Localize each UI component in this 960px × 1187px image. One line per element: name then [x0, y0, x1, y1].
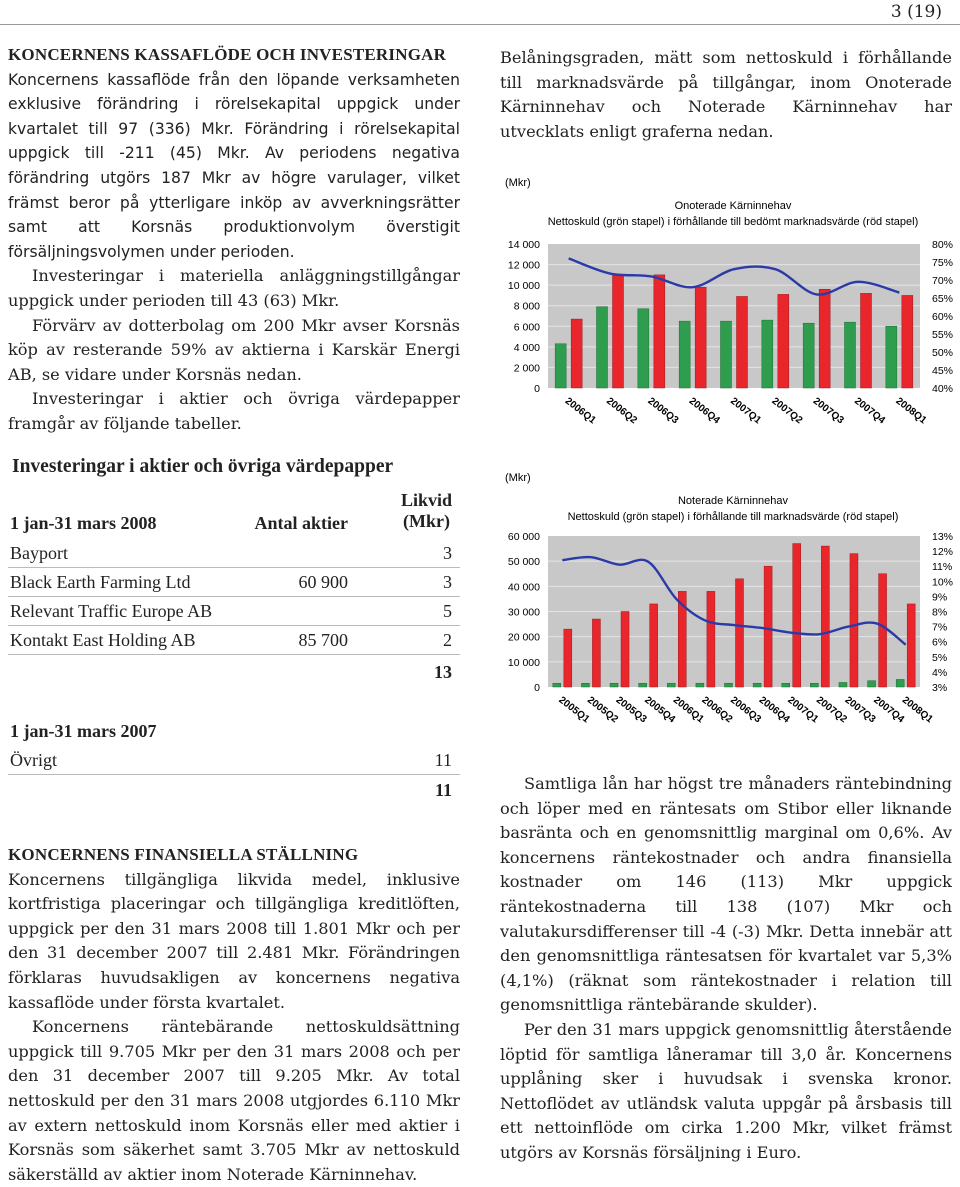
period-2007: 1 jan-31 mars 2007 [10, 721, 157, 741]
unlisted-holdings-chart-svg [500, 170, 960, 440]
leverage-paragraph: Belåningsgraden, mätt som nettoskuld i förhållande till marknadsvärde på tillgångar, inom Onoterade Kärninnehav och Noterade Kärninnehav har utvecklats enligt graferna nedan. [500, 48, 952, 141]
row-name: Relevant Traffic Europe AB [10, 601, 213, 621]
y-tick-label: 14 000 [507, 239, 540, 251]
y2-tick-label: 4% [932, 666, 948, 679]
y2-tick-label: 60% [932, 311, 954, 323]
row-liquid: 3 [443, 543, 452, 563]
page-number: 3 (19) [890, 2, 942, 22]
bar-market-value [793, 544, 801, 687]
y-tick-label: 20 000 [507, 631, 540, 644]
row-liquid: 3 [443, 572, 452, 592]
table-row [8, 539, 460, 568]
bar-net-debt [667, 683, 675, 687]
bar-market-value [592, 619, 600, 687]
x-tick-label: 2007Q2 [769, 395, 805, 427]
table-row [8, 626, 460, 655]
bar-net-debt [839, 682, 847, 687]
col-header-liquid-line2: (Mkr) [402, 511, 450, 531]
x-tick-label: 2006Q2 [604, 395, 639, 427]
y-tick-label: 10 000 [507, 656, 540, 669]
listed-holdings-chart-svg [500, 465, 960, 755]
cashflow-paragraph-1: Koncernens kassaflöde från den löpande verksamheten exklusive förändring i rörelsekapital uppgick under kvartalet till 97 (336) Mkr. Förändring i rörelsekapital uppgick till -211 (45) Mkr. Av periodens negativa förändring utgörs 187 Mkr av högre varulager, vilket främst beror på ytterligare inköp av avverkningsrätter samt att Korsnäs produktionvolym överstigit försäljningsvolymen under perioden. [8, 70, 460, 261]
y-tick-label: 10 000 [507, 280, 540, 293]
table-row [8, 568, 460, 597]
x-tick-label: 2007Q1 [785, 694, 821, 726]
y-tick-label: 0 [534, 383, 540, 395]
y2-tick-label: 55% [932, 329, 954, 341]
bar-market-value [821, 546, 829, 687]
y-tick-label: 40 000 [507, 581, 540, 594]
interest-section [500, 772, 952, 1166]
y-tick-label: 6 000 [513, 321, 540, 334]
bar-net-debt [721, 321, 732, 388]
period-2008: 1 jan-31 mars 2008 [10, 513, 157, 533]
cashflow-section [8, 43, 460, 437]
x-tick-label: 2005Q1 [556, 694, 592, 726]
bar-market-value [907, 604, 915, 687]
y2-tick-label: 10% [932, 576, 954, 589]
x-tick-label: 2005Q4 [642, 694, 678, 726]
y-tick-label: 12 000 [507, 259, 540, 272]
y2-tick-label: 12% [932, 546, 954, 559]
bar-net-debt [597, 307, 608, 388]
y2-tick-label: 50% [932, 347, 954, 359]
financial-position-section [8, 843, 460, 1187]
y2-tick-label: 65% [932, 293, 954, 305]
cashflow-paragraph-3: Förvärv av dotterbolag om 200 Mkr avser Korsnäs köp av resterande 59% av aktierna i Karskär Energi AB, se vidare under Korsnäs nedan. [8, 315, 460, 384]
bar-market-value [902, 295, 913, 388]
chart-title: Onoterade Kärninnehav [674, 200, 792, 212]
bar-market-value [737, 296, 748, 388]
bar-market-value [654, 275, 665, 388]
bar-market-value [764, 566, 772, 687]
x-tick-label: 2007Q1 [728, 395, 763, 427]
bar-net-debt [782, 683, 790, 687]
y2-tick-label: 70% [932, 275, 954, 287]
chart-title: Noterade Kärninnehav [677, 495, 789, 507]
bar-net-debt [610, 683, 618, 687]
bar-market-value [564, 629, 572, 687]
row-name: Övrigt [10, 750, 57, 770]
x-tick-label: 2005Q3 [613, 694, 649, 726]
row-liquid: 11 [434, 750, 452, 770]
bar-net-debt [555, 344, 566, 388]
x-tick-label: 2007Q4 [871, 694, 907, 726]
y2-tick-label: 3% [932, 682, 948, 694]
x-tick-label: 2006Q4 [686, 395, 722, 427]
bar-market-value [819, 289, 830, 388]
y2-tick-label: 13% [932, 531, 954, 543]
table-header-2007 [8, 716, 460, 745]
bar-market-value [879, 574, 887, 687]
x-tick-label: 2008Q1 [893, 395, 929, 427]
bar-net-debt [679, 321, 690, 388]
y-tick-label: 0 [534, 682, 540, 694]
interest-paragraph-2: Per den 31 mars uppgick genomsnittlig återstående löptid för samtliga låneramar till 3,0 år. Koncernens upplåning sker i huvudsak i svenska kronor. Nettoflödet av utländsk valuta uppgår på årsbasis till ett nettoinflöde om cirka 1.200 Mkr, vilket främst utgörs av Korsnäs försäljning i Euro. [500, 1019, 952, 1162]
bar-net-debt [696, 683, 704, 687]
bar-market-value [778, 294, 789, 388]
chart-unit-label: (Mkr) [505, 472, 531, 484]
total-2008: 13 [434, 662, 452, 682]
table-row [8, 597, 460, 626]
x-tick-label: 2006Q2 [699, 694, 735, 726]
bar-net-debt [896, 679, 904, 687]
total-2007: 11 [434, 780, 452, 800]
chart-subtitle: Nettoskuld (grön stapel) i förhållande till bedömt marknadsvärde (röd stapel) [547, 216, 919, 228]
row-liquid: 5 [443, 601, 452, 621]
x-tick-label: 2007Q3 [842, 694, 878, 726]
bar-market-value [621, 612, 629, 688]
bar-net-debt [553, 683, 561, 687]
x-tick-label: 2006Q1 [562, 395, 598, 427]
bar-market-value [850, 554, 858, 687]
chart-subtitle: Nettoskuld (grön stapel) i förhållande till marknadsvärde (röd stapel) [567, 511, 899, 523]
bar-market-value [861, 293, 872, 388]
bar-net-debt [753, 683, 761, 687]
y-tick-label: 2 000 [513, 362, 540, 375]
x-tick-label: 2006Q1 [670, 694, 706, 726]
bar-market-value [571, 319, 582, 388]
x-tick-label: 2006Q3 [645, 395, 681, 427]
financial-paragraph-1: Koncernens tillgängliga likvida medel, inklusive kortfristiga placeringar och tillgängliga kreditlöften, uppgick per den 31 mars 2008 till 1.801 Mkr och per den 31 december 2007 till 2.481 Mkr. Förändringen förklaras huvudsakligen av koncernens negativa kassaflöde under första kvartalet. [8, 869, 460, 1012]
bar-net-debt [803, 323, 814, 388]
y2-tick-label: 45% [932, 365, 954, 377]
y2-tick-label: 40% [932, 383, 954, 395]
bar-net-debt [810, 683, 818, 687]
y2-tick-label: 9% [932, 591, 948, 604]
y-tick-label: 50 000 [507, 556, 540, 569]
bar-market-value [695, 287, 706, 388]
cashflow-paragraph-2: Investeringar i materiella anläggningstillgångar uppgick under perioden till 43 (63) Mkr. [8, 266, 460, 310]
table-header-2008 [8, 508, 460, 537]
leverage-intro [500, 46, 952, 144]
y2-tick-label: 6% [932, 636, 948, 649]
bar-net-debt [639, 683, 647, 687]
x-tick-label: 2007Q3 [810, 395, 846, 427]
bar-net-debt [845, 322, 856, 388]
col-header-liquid-line1: Likvid [400, 490, 452, 510]
listed-holdings-chart [500, 465, 960, 755]
bar-net-debt [638, 309, 649, 388]
y2-tick-label: 8% [932, 606, 948, 619]
table-total-2008 [8, 657, 460, 686]
financial-position-heading: KONCERNENS FINANSIELLA STÄLLNING [8, 845, 359, 864]
bar-market-value [613, 275, 624, 388]
investments-table-title: Investeringar i aktier och övriga värdepapper [12, 456, 394, 477]
bar-net-debt [762, 320, 773, 388]
row-liquid: 2 [443, 630, 452, 650]
y-tick-label: 30 000 [507, 606, 540, 619]
interest-paragraph-1: Samtliga lån har högst tre månaders räntebindning och löper med en räntesats om Stibor eller liknande basränta och en genomsnittlig marginal om 0,6%. Av koncernens räntekostnader och andra finansiella kostnader om 146 (113) Mkr uppgick räntekostnaderna till 138 (107) Mkr och valutakursdifferenser till -4 (-3) Mkr. Detta innebär att den genomsnittliga räntesatsen för kvartalet var 5,3% (4,1%) (räknat som räntekostnader i relation till genomsnittliga räntebärande skulder). [500, 774, 952, 1015]
header-rule [0, 24, 960, 25]
unlisted-holdings-chart [500, 170, 960, 440]
row-name: Black Earth Farming Ltd [10, 572, 191, 592]
row-name: Kontakt East Holding AB [10, 630, 196, 650]
x-tick-label: 2005Q2 [585, 694, 620, 726]
cashflow-heading: KONCERNENS KASSAFLÖDE OCH INVESTERINGAR [8, 45, 447, 64]
y2-tick-label: 75% [932, 257, 954, 269]
y2-tick-label: 7% [932, 621, 948, 634]
y-tick-label: 8 000 [513, 300, 540, 313]
bar-net-debt [725, 683, 733, 687]
x-tick-label: 2006Q3 [728, 694, 763, 726]
cashflow-paragraph-4: Investeringar i aktier och övriga värdepapper framgår av följande tabeller. [8, 389, 460, 433]
financial-paragraph-2: Koncernens räntebärande nettoskuldsättning uppgick till 9.705 Mkr per den 31 mars 2008 och per den 31 december 2007 till 9.205 Mkr. Av total nettoskuld per den 31 mars 2008 utgjordes 6.110 Mkr av extern nettoskuld inom Korsnäs eller med aktier i Korsnäs som säkerhet samt 3.705 Mkr av nettoskuld säkerställd av aktier inom Noterade Kärninnehav. [8, 1017, 460, 1184]
row-shares: 85 700 [298, 630, 348, 650]
table-total-2007 [8, 775, 460, 804]
bar-net-debt [868, 681, 876, 687]
bar-market-value [736, 579, 744, 687]
y-tick-label: 4 000 [513, 341, 540, 354]
y2-tick-label: 80% [932, 239, 954, 251]
x-tick-label: 2007Q4 [852, 395, 887, 427]
x-tick-label: 2006Q4 [756, 694, 792, 726]
bar-market-value [707, 591, 715, 687]
table-row [8, 746, 460, 775]
x-tick-label: 2008Q1 [899, 694, 935, 726]
y-tick-label: 60 000 [507, 531, 540, 543]
y2-tick-label: 11% [932, 561, 953, 574]
x-tick-label: 2007Q2 [813, 694, 849, 726]
y2-tick-label: 5% [932, 651, 948, 664]
chart-unit-label: (Mkr) [505, 177, 531, 189]
bar-net-debt [581, 683, 589, 687]
bar-net-debt [886, 326, 897, 388]
col-header-shares: Antal aktier [254, 513, 348, 533]
bar-market-value [650, 604, 658, 687]
row-name: Bayport [10, 543, 68, 563]
row-shares: 60 900 [298, 572, 348, 592]
